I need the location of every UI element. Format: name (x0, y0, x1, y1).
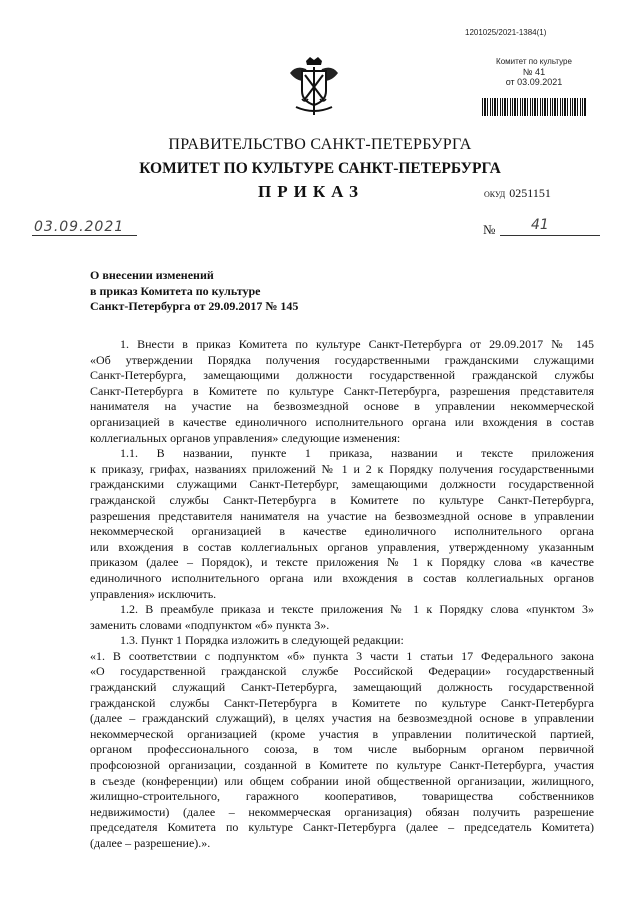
barcode (482, 98, 586, 116)
body-line: гражданскими служащими Санкт-Петербург, замещающими должности государственной (90, 477, 594, 492)
body-line: 1.2. В преамбуле приказа и тексте приложения № 1 к Порядку слова «пунктом 3» (120, 602, 594, 617)
body-line: «О государственной гражданской службе Российской Федерации» государственный (90, 664, 594, 679)
body-line: организацией в качестве единоличного исполнительного органа или вхождения в состав (90, 414, 594, 429)
handwritten-date: 03.09.2021 (34, 219, 125, 235)
registration-stamp (480, 57, 588, 87)
reg-stamp-number: № 41 (522, 67, 546, 77)
body-line: председателя Комитета по культуре Санкт-Петербурга (далее – председатель Комитета) (90, 820, 594, 835)
body-line: к приказу, грифах, названиях приложений № 1 и 2 к Порядку получения государственными (90, 461, 594, 476)
body-line: профсоюзной организации, созданной в Комитете по культуре Санкт-Петербурга, участия (90, 758, 594, 773)
body-line: Санкт-Петербурга в Комитете по культуре Санкт-Петербурга, разрешения представителя (90, 383, 594, 398)
number-underline (500, 235, 600, 236)
number-sign: № (483, 222, 496, 237)
body-line: единоличного исполнительного органа или вхождения в состав коллегиальных органов (90, 570, 594, 585)
government-title: ПРАВИТЕЛЬСТВО САНКТ-ПЕТЕРБУРГА (168, 136, 472, 153)
body-line: или вхождения в состав коллегиальных органов управления, утвержденному указанным (90, 539, 594, 554)
body-line: недвижимости) (далее – некоммерческая организация) обязан получить разрешение (90, 804, 594, 819)
body-line: «1. В соответствии с подпунктом «б» пункта 3 части 1 статьи 17 Федерального закона (90, 648, 594, 663)
body-line: коллегиальных органов управления» следующие изменения: (90, 430, 401, 445)
subject-line: в приказ Комитета по культуре (90, 283, 261, 298)
body-line: гражданский служащий Санкт-Петербурга, замещающий должность государственной (90, 680, 594, 695)
reg-stamp-date: от 03.09.2021 (505, 77, 563, 87)
body-line: Санкт-Петербурга, замещающими должности государственной гражданской службы (90, 368, 594, 383)
body-line: (далее – гражданский служащий), в целях участия на безвозмездной основе в управлении (90, 711, 594, 726)
body-line: некоммерческой организацией (кроме участия в управлении политической партией, (90, 726, 594, 741)
date-underline (32, 235, 137, 236)
document-type: ПРИКАЗ (258, 182, 364, 201)
body-line: нанимателя на участие на безвозмездной основе в управлении некоммерческой (90, 399, 594, 414)
handwritten-number: 41 (531, 217, 549, 233)
okud-code-block (484, 186, 551, 201)
subject-line: Санкт-Петербурга от 29.09.2017 № 145 (90, 299, 299, 313)
body-line: «Об утверждении Порядка получения государственными гражданскими служащими (90, 352, 594, 367)
okud-code: 0251151 (509, 186, 551, 200)
okud-label: ОКУД (484, 190, 506, 199)
body-line: 1.1. В названии, пункте 1 приказа, названии и тексте приложения (120, 446, 594, 461)
order-subject (90, 268, 298, 315)
document-id: 1201025/2021-1384(1) (465, 28, 547, 37)
body-line: разрешения представителя нанимателя на участие на безвозмездной основе в управлении (90, 508, 594, 523)
body-line: некоммерческой организацией в качестве единоличного исполнительного органа (90, 524, 594, 539)
coat-of-arms-icon (286, 55, 342, 119)
body-line: (далее – разрешение).». (90, 836, 211, 850)
body-line: гражданской службы Санкт-Петербурга в Комитете по культуре Санкт-Петербурга, (90, 492, 594, 507)
body-line: жилищно-строительного, гаражного кооперативов, товарищества собственников (90, 789, 594, 804)
body-line: приказом (далее – Порядок), и тексте приложения № 1 к Порядку слова «в качестве (90, 555, 594, 570)
reg-stamp-org: Комитет по культуре (496, 57, 572, 66)
body-line: органом профессионального союза, в том числе выборным органом первичной (90, 742, 594, 757)
body-line: управления» исключить. (90, 586, 217, 601)
body-line: заменить словами «подпунктом «б» пункта 3». (90, 617, 330, 632)
order-body (90, 337, 594, 852)
body-line: гражданской службы Санкт-Петербурга в Комитете по культуре Санкт-Петербурга (90, 695, 594, 710)
committee-title: КОМИТЕТ ПО КУЛЬТУРЕ САНКТ-ПЕТЕРБУРГА (139, 160, 501, 177)
body-line: в съезде (конференции) или общем собрании иной общественной организации, жилищного, (90, 773, 594, 788)
body-line: 1.3. Пункт 1 Порядка изложить в следующей редакции: (120, 633, 404, 648)
body-line: 1. Внести в приказ Комитета по культуре Санкт-Петербурга от 29.09.2017 № 145 (120, 337, 594, 351)
subject-line: О внесении изменений (90, 268, 214, 282)
